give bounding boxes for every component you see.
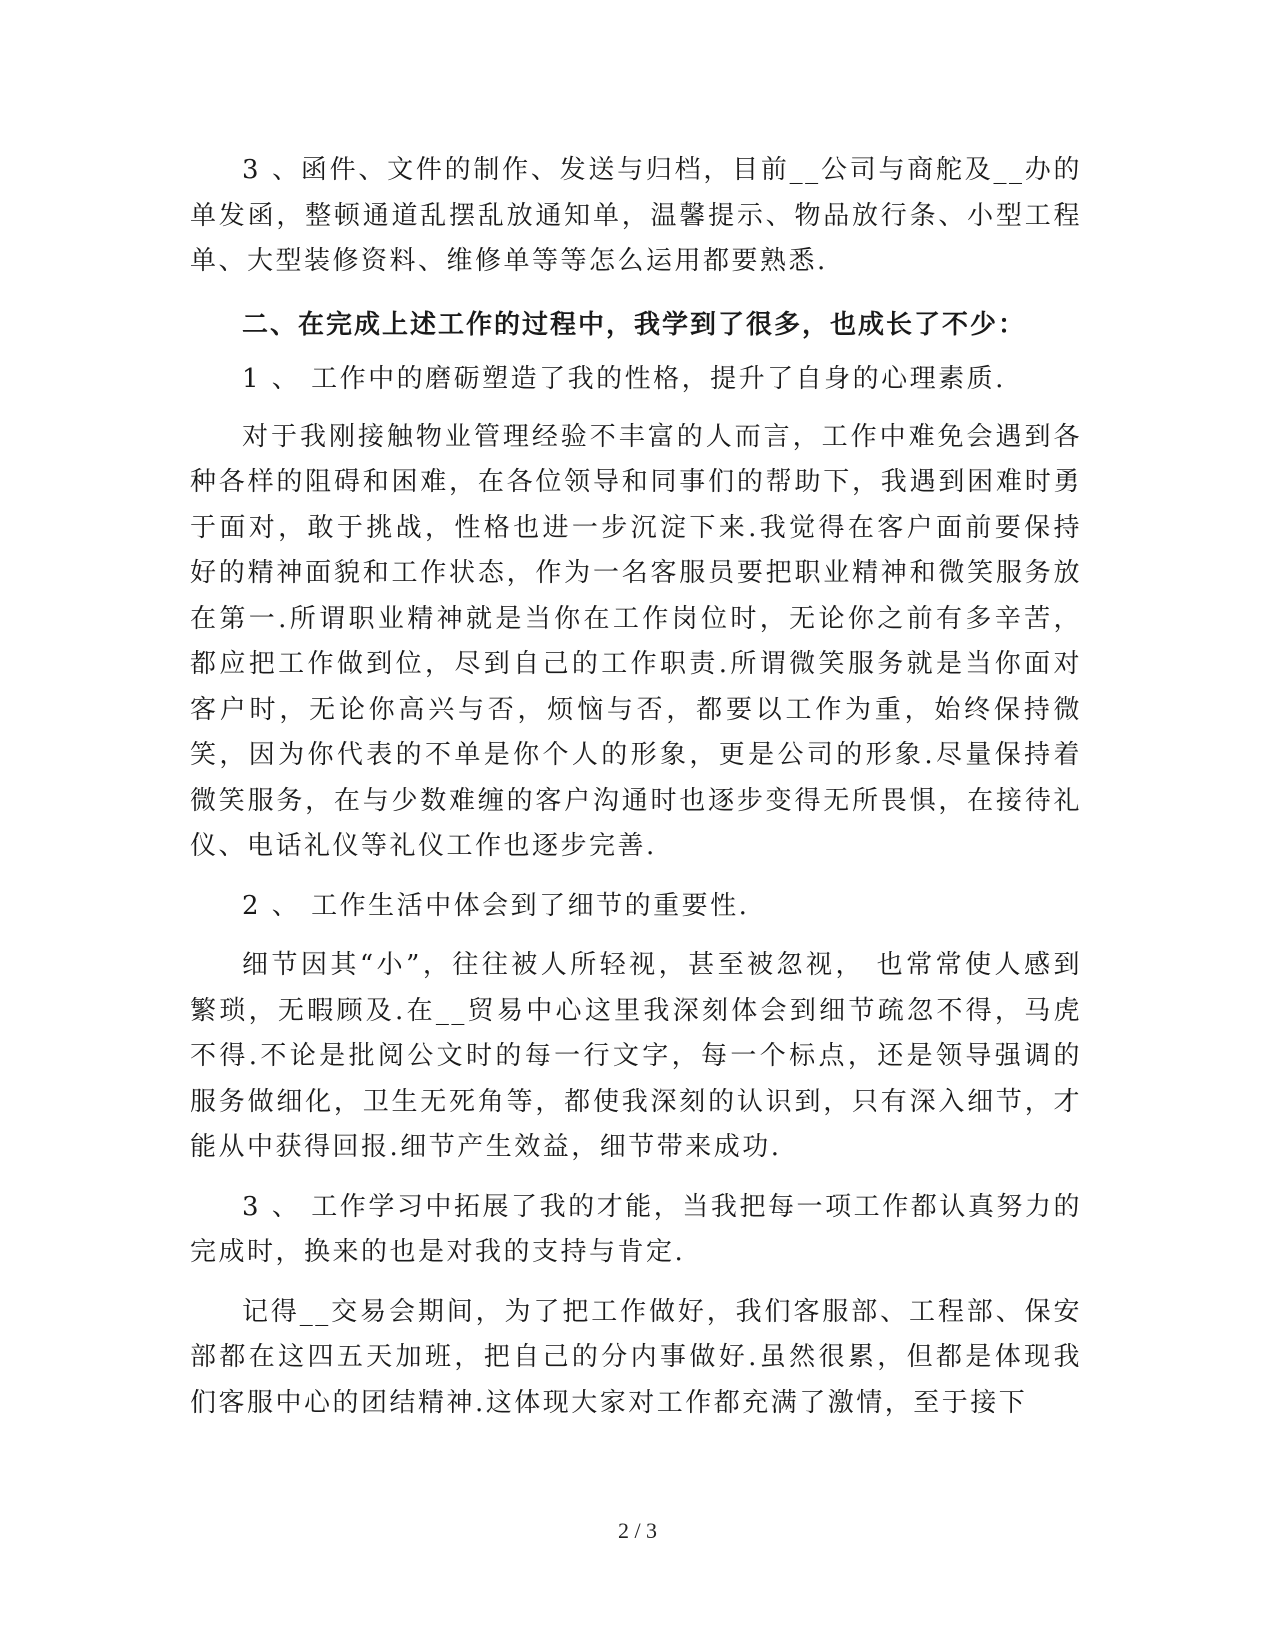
point-1-heading: 1 、 工作中的磨砺塑造了我的性格，提升了自身的心理素质. (242, 364, 1006, 394)
section-heading-learnings: 二、在完成上述工作的过程中，我学到了很多，也成长了不少： (242, 309, 1027, 340)
point-2-heading: 2 、 工作生活中体会到了细节的重要性. (242, 890, 750, 921)
paragraph-item-3-filing: 3 、函件、文件的制作、发送与归档，目前__公司与商舵及__办的单发函，整顿通道乱摆乱放通知单，温馨提示、物品放行条、小型工程单、大型装修资料、维修单等等怎么运用都要熟悉. (190, 155, 1082, 276)
point-3-heading: 3 、 工作学习中拓展了我的才能，当我把每一项工作都认真努力的完成时，换来的也是对我的支持与肯定. (190, 1191, 1082, 1267)
point-1-body: 对于我刚接触物业管理经验不丰富的人而言，工作中难免会遇到各种各样的阻碍和困难，在各位领导和同事们的帮助下，我遇到困难时勇于面对，敢于挑战，性格也进一步沉淀下来.我觉得在客户面前要保持好的精神面貌和工作状态，作为一名客服员要把职业精神和微笑服务放在第一.所谓职业精神就是当你在工作岗位时，无论你之前有多辛苦，都应把工作做到位，尽到自己的工作职责.所谓微笑服务就是当你面对客户时，无论你高兴与否，烦恼与否，都要以工作为重，始终保持微笑，因为你代表的不单是你个人的形象，更是公司的形象.尽量保持着微笑服务，在与少数难缠的客户沟通时也逐步变得无所畏惧，在接待礼仪、电话礼仪等礼仪工作也逐步完善. (190, 421, 1082, 861)
page-number: 2 / 3 (617, 1518, 658, 1543)
point-2-body: 细节因其“小”，往往被人所轻视，甚至被忽视， 也常常使人感到繁琐，无暇顾及.在__贸易中心这里我深刻体会到细节疏忽不得，马虎不得.不论是批阅公文时的每一行文字，每一个标点，还是领导强调的服务做细化，卫生无死角等，都使我深刻的认识到，只有深入细节，才能从中获得回报.细节产生效益，细节带来成功. (190, 950, 1082, 1162)
document-body (190, 148, 1082, 1426)
point-3-body: 记得__交易会期间，为了把工作做好，我们客服部、工程部、保安部都在这四五天加班，把自己的分内事做好.虽然很累，但都是体现我们客服中心的团结精神.这体现大家对工作都充满了激情，至于接下 (190, 1296, 1082, 1418)
